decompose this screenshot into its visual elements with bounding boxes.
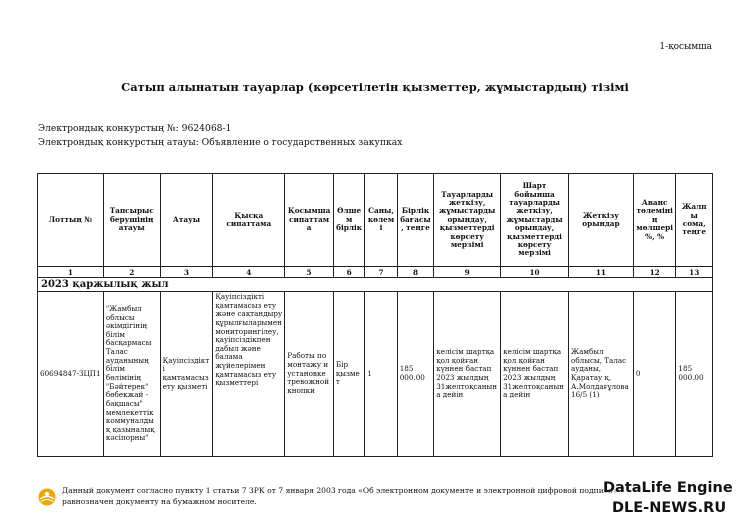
- page-title: Сатып алынатын тауарлар (көрсетілетін қызметтер, жұмыстардың) тізімі: [121, 80, 629, 94]
- col-header-unit-price: Бірлік бағасы, теңге: [397, 174, 433, 267]
- cell-extra-desc: Работы по монтажу и установке тревожной кнопки: [285, 292, 334, 457]
- egov-sun-icon: [38, 488, 56, 506]
- contest-number: Электрондық конкурстың №: 9624068-1: [38, 123, 232, 134]
- column-number: 1: [38, 267, 104, 278]
- column-number: 3: [160, 267, 213, 278]
- col-header-customer: Тапсырыс берушінің атауы: [103, 174, 160, 267]
- cell-place: Жамбыл облысы, Талас ауданы, Қаратау қ, А.Молдағұлова 16/5 (1): [569, 292, 634, 457]
- fiscal-year-row: [38, 278, 713, 292]
- cell-unit-price: 185 000.00: [397, 292, 433, 457]
- column-number: 11: [569, 267, 634, 278]
- col-header-name: Атауы: [160, 174, 213, 267]
- column-number: 12: [633, 267, 676, 278]
- column-number: 10: [501, 267, 569, 278]
- col-header-lot: Лоттың №: [38, 174, 104, 267]
- cell-name: Қауіпсіздікті қамтамасыз ету қызметі: [160, 292, 213, 457]
- col-header-place: Жеткізу орындар: [569, 174, 634, 267]
- col-header-qty: Саны, көлемі: [365, 174, 397, 267]
- header-row: [38, 174, 713, 267]
- column-number: 8: [397, 267, 433, 278]
- table-row: [38, 292, 713, 457]
- lots-table: [37, 173, 713, 457]
- cell-term1: келісім шартқа қол қойған күннен бастап 2023 жылдың 31желтоқсанына дейін: [434, 292, 501, 457]
- col-header-total: Жалпы сома, теңге: [676, 174, 713, 267]
- watermark-line-2: DLE-NEWS.RU: [612, 500, 727, 516]
- col-header-unit: Өлшем бірлік: [333, 174, 364, 267]
- column-number: 2: [103, 267, 160, 278]
- column-number: 5: [285, 267, 334, 278]
- fiscal-year-label: 2023 қаржылық жыл: [38, 278, 713, 292]
- column-number-row: [38, 267, 713, 278]
- contest-name: Электрондық конкурстың атауы: Объявление о государственных закупках: [38, 137, 403, 148]
- column-number: 7: [365, 267, 397, 278]
- col-header-extra-desc: Қосымша сипаттама: [285, 174, 334, 267]
- watermark-line-1: DataLife Engine: [603, 480, 733, 496]
- legal-notice: Данный документ согласно пункту 1 статьи 7 ЗРК от 7 января 2003 года «Об электронном документе и электронной цифровой подписи» равнозначен документу на бумажном носителе.: [62, 486, 618, 506]
- cell-unit: Бір қызмет: [333, 292, 364, 457]
- column-number: 4: [213, 267, 285, 278]
- cell-qty: 1: [365, 292, 397, 457]
- cell-term2: келісім шартқа қол қойған күннен бастап 2023 жылдың 31желтоқсанына дейін: [501, 292, 569, 457]
- cell-advance: 0: [633, 292, 676, 457]
- column-number: 6: [333, 267, 364, 278]
- column-number: 9: [434, 267, 501, 278]
- cell-lot: 60694847-ЗЦП1: [38, 292, 104, 457]
- col-header-term1: Тауарларды жеткізу, жұмыстарды орындау, қызметтерді көрсету мерзімі: [434, 174, 501, 267]
- cell-customer: "Жамбыл облысы әкімдігінің білім басқармасы Талас ауданының білім бөлімінің "Бәйтерек" бөбекжай - бақшасы" мемлекеттік коммуналдық қазыналық кәсіпорны": [103, 292, 160, 457]
- annex-label: 1-қосымша: [659, 42, 712, 52]
- cell-total: 185 000.00: [676, 292, 713, 457]
- col-header-short-desc: Қысқа сипаттама: [213, 174, 285, 267]
- col-header-term2: Шарт бойынша тауарларды жеткізу, жұмыстарды орындау, қызметтерді көрсету мерзімі: [501, 174, 569, 267]
- column-number: 13: [676, 267, 713, 278]
- cell-short-desc: Қауіпсіздікті қамтамасыз ету және сақтандыру құрылғыларымен мониторингілеу, қауіпсіздікпен дабыл және балама жүйелерімен қамтамасыз ету қызметтері: [213, 292, 285, 457]
- col-header-advance: Аванс төлемінің мөлшері %, %: [633, 174, 676, 267]
